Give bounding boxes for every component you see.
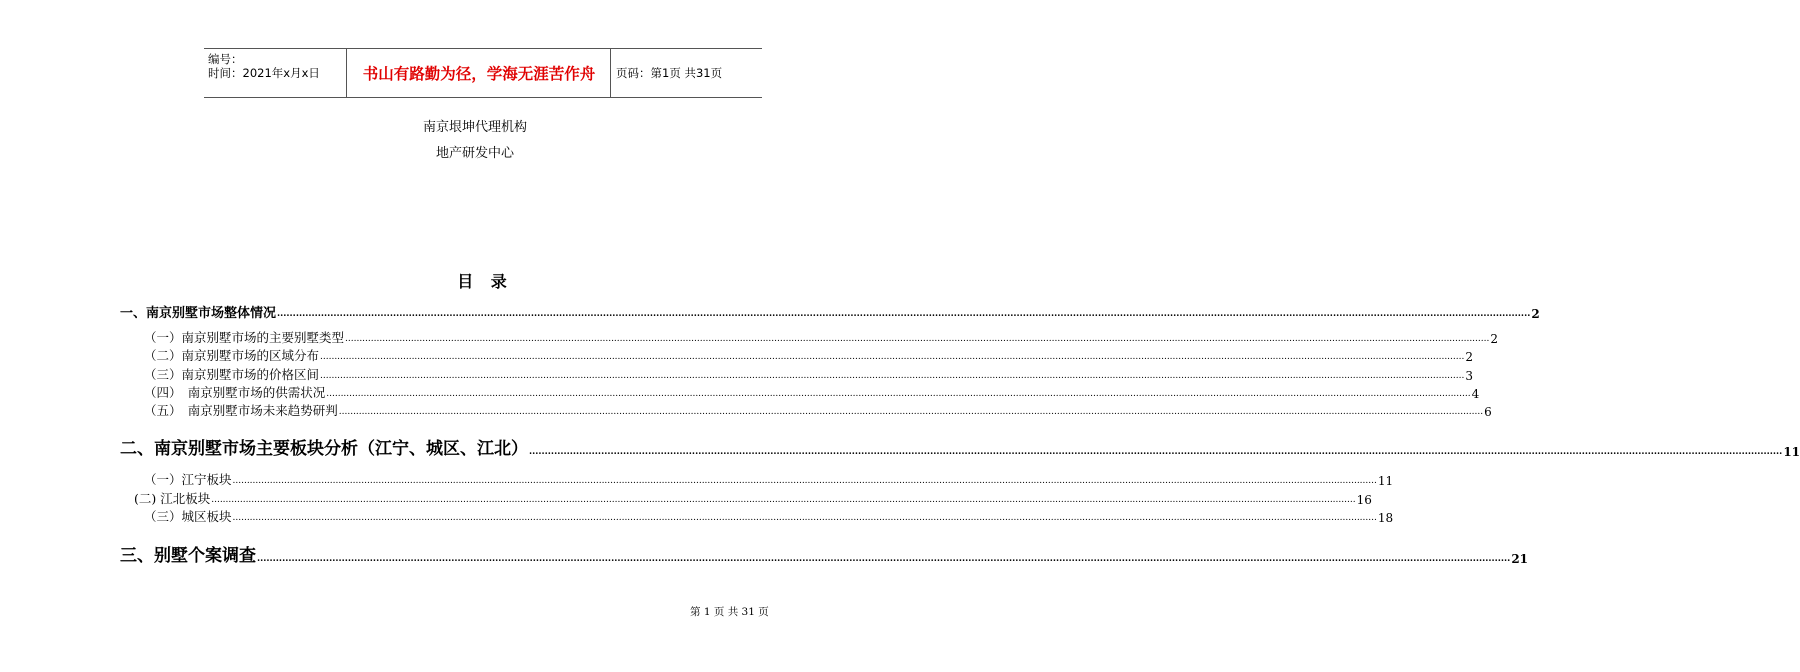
toc-leader: ................................................................................................................................................................................................................................................................................................................................................................................................................ <box>232 513 1377 523</box>
toc-entry[interactable] <box>144 346 1473 364</box>
toc-entry-label: （一）江宁板块 <box>144 472 232 487</box>
toc-title: 目 录 <box>457 272 513 291</box>
header-divider <box>610 49 611 97</box>
toc-entry[interactable] <box>144 401 1492 419</box>
toc-entry-page: 11 <box>1783 445 1800 459</box>
toc-leader: ................................................................................................................................................................................................................................................................................................................................................................................................................ <box>277 309 1531 319</box>
org-name: 南京垠坤代理机构 <box>422 120 527 135</box>
toc-entry-page: 3 <box>1465 369 1473 383</box>
header-divider <box>346 49 347 97</box>
toc-entry-page: 6 <box>1484 405 1492 419</box>
number-label: 编号： <box>208 52 243 66</box>
toc-leader: ................................................................................................................................................................................................................................................................................................................................................................................................................ <box>529 447 1783 457</box>
toc-leader: ................................................................................................................................................................................................................................................................................................................................................................................................................ <box>345 334 1490 344</box>
toc-leader: ................................................................................................................................................................................................................................................................................................................................................................................................................ <box>257 554 1511 564</box>
toc-entry-label: （二）南京别墅市场的区域分布 <box>144 348 320 363</box>
toc-entry-page: 16 <box>1356 493 1372 507</box>
toc-entry-label: （三）南京别墅市场的价格区间 <box>144 367 320 382</box>
toc-entry-label: （一）南京别墅市场的主要别墅类型 <box>144 330 345 345</box>
toc-entry-page: 21 <box>1511 552 1529 566</box>
time-label: 时间：2021年x月x日 <box>208 66 320 80</box>
toc-entry[interactable] <box>144 383 1480 401</box>
toc-leader: ................................................................................................................................................................................................................................................................................................................................................................................................................ <box>232 476 1377 486</box>
document-header <box>204 48 762 98</box>
toc-entry-page: 18 <box>1377 511 1394 525</box>
toc-entry[interactable] <box>144 507 1394 525</box>
toc-leader: ................................................................................................................................................................................................................................................................................................................................................................................................................ <box>326 389 1471 399</box>
toc-entry-label: （三）城区板块 <box>144 509 232 524</box>
toc-entry[interactable] <box>144 328 1498 346</box>
page-footer: 第 1 页 共 31 页 <box>690 606 769 618</box>
toc-entry-page: 2 <box>1531 307 1540 321</box>
toc-entry-page: 4 <box>1471 387 1480 401</box>
toc-entry[interactable] <box>144 470 1394 488</box>
toc-entry-label: 三、别墅个案调查 <box>120 546 256 566</box>
toc-entry-page: 2 <box>1490 332 1498 346</box>
header-page-label: 页码：第1页 共31页 <box>616 66 723 80</box>
toc-entry-label: 二、南京别墅市场主要板块分析（江宁、城区、江北） <box>120 439 528 459</box>
toc-leader: ................................................................................................................................................................................................................................................................................................................................................................................................................ <box>338 407 1484 417</box>
header-motto: 书山有路勤为径，学海无涯苦作舟 <box>362 65 596 83</box>
toc-entry-page: 11 <box>1377 474 1394 488</box>
toc-entry[interactable] <box>120 541 1529 566</box>
toc-leader: ................................................................................................................................................................................................................................................................................................................................................................................................................ <box>211 495 1356 505</box>
toc-leader: ................................................................................................................................................................................................................................................................................................................................................................................................................ <box>320 371 1465 381</box>
toc-entry-page: 2 <box>1465 350 1473 364</box>
toc-entry[interactable] <box>134 489 1372 507</box>
header-meta <box>208 52 320 80</box>
toc-entry[interactable] <box>120 302 1540 321</box>
toc-entry-label: （四） 南京别墅市场的供需状况 <box>144 385 326 400</box>
toc-entry-label: (二) 江北板块 <box>134 491 211 506</box>
toc-entry[interactable] <box>144 365 1473 383</box>
toc-entry[interactable] <box>120 434 1800 459</box>
org-department: 地产研发中心 <box>435 146 514 161</box>
toc-leader: ................................................................................................................................................................................................................................................................................................................................................................................................................ <box>320 352 1465 362</box>
toc-entry-label: 一、南京别墅市场整体情况 <box>120 306 277 321</box>
toc-entry-label: （五） 南京别墅市场未来趋势研判 <box>144 403 338 418</box>
